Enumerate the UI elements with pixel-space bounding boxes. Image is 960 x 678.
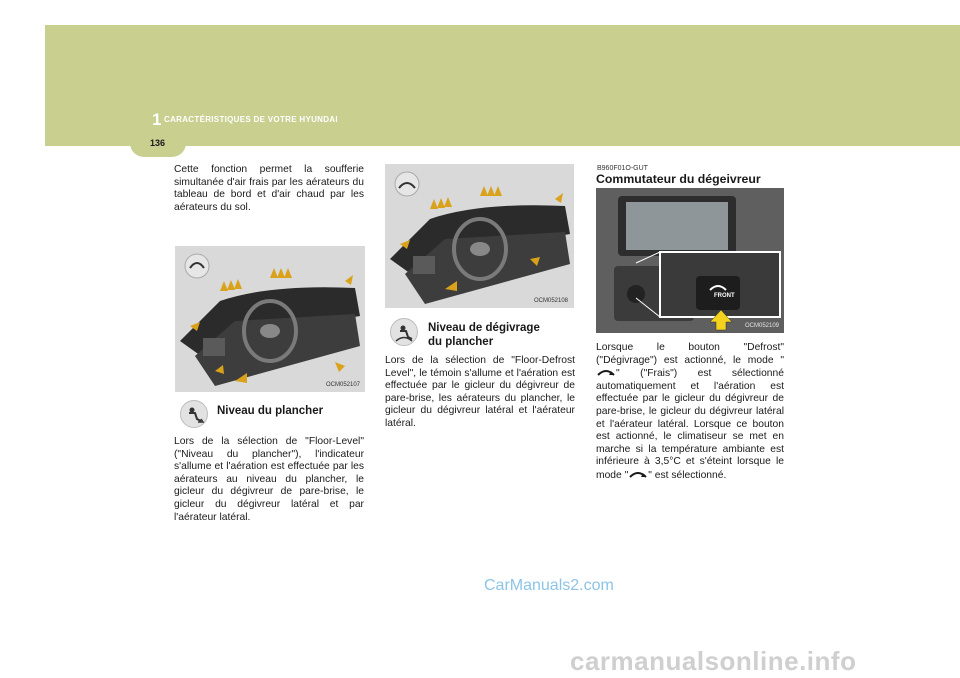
fresh-air-icon-2 — [628, 469, 648, 479]
figure-code-2: OCM052108 — [534, 298, 569, 304]
figure-code-1: OCM052107 — [326, 382, 361, 388]
defroster-switch-figure — [596, 188, 784, 333]
front-label: FRONT — [714, 293, 735, 299]
floor-level-heading: Niveau du plancher — [217, 405, 324, 417]
watermark-carmanuals2[interactable]: CarManuals2.com — [484, 577, 614, 594]
floor-defrost-icon — [390, 318, 418, 346]
fresh-air-icon — [596, 367, 616, 377]
section-title: Commutateur du dégeivreur — [596, 172, 761, 186]
intro-paragraph — [174, 164, 364, 214]
floor-defrost-paragraph — [385, 355, 575, 431]
floor-defrost-heading — [428, 321, 540, 349]
floor-level-icon — [180, 400, 208, 428]
chapter-title: CARACTÉRISTIQUES DE VOTRE HYUNDAI — [164, 115, 338, 124]
defroster-text-part1: Lorsque le bouton "Defrost" ("Dégivrage") est actionné, le mode " — [596, 342, 784, 366]
reference-code: B960F01O-GUT — [597, 165, 648, 172]
floor-defrost-icon-glyph — [391, 319, 417, 345]
floor-level-icon-glyph — [181, 401, 207, 427]
dashboard-illustration-floor — [175, 246, 365, 392]
floor-level-text: Lors de la sélection de "Floor-Level" ("Niveau du plancher"), l'indicateur s'allume et l'aération est effectuée par les aérateurs au niveau du plancher, le gicleur du dégivreur de pare-brise, le gicleur du dégivreur latéral et par l'aérateur latéral. — [174, 436, 364, 523]
page-number: 136 — [150, 138, 166, 148]
floor-defrost-heading-line2: du plancher — [428, 336, 494, 348]
defroster-text-part2: " ("Frais") est sélectionné automatiquement et l'aération est effectuée par le gicleur du dégivreur de pare-brise, le gicleur du dégivreur latéral et l'aérateur latéral. Lorsque ce bouton est actionné, le climatiseur se met en marche si la température ambiante est inférieure à 3,5°C et s'éteint lorsque le mode " — [596, 368, 784, 481]
intro-text: Cette fonction permet la soufferie simultanée d'air frais par les aérateurs du tableau de bord et d'air chaud par les aérateurs du sol. — [174, 164, 364, 213]
chapter-number: 1 — [152, 110, 162, 129]
floor-defrost-text: Lors de la sélection de "Floor-Defrost Level", le témoin s'allume et l'aération est effectuée par le gicleur du dégivreur de pare-brise, les aérateurs du plancher, le gicleur du dégivreur latéral et l'aérateur latéral. — [385, 355, 575, 429]
header-band — [45, 25, 960, 146]
defroster-text — [596, 342, 784, 483]
defroster-text-part3: " est sélectionné. — [648, 469, 727, 481]
figure-code-3: OCM052109 — [745, 323, 780, 329]
floor-defrost-figure — [385, 164, 574, 308]
watermark-carmanualsonline[interactable]: carmanualsonline.info — [570, 646, 857, 676]
floor-level-figure — [175, 246, 365, 392]
dashboard-illustration-defrost — [385, 164, 574, 308]
defroster-paragraph — [596, 342, 784, 483]
center-console-photo — [596, 188, 784, 333]
floor-defrost-heading-line1: Niveau de dégivrage — [428, 322, 540, 334]
floor-level-paragraph — [174, 436, 364, 524]
